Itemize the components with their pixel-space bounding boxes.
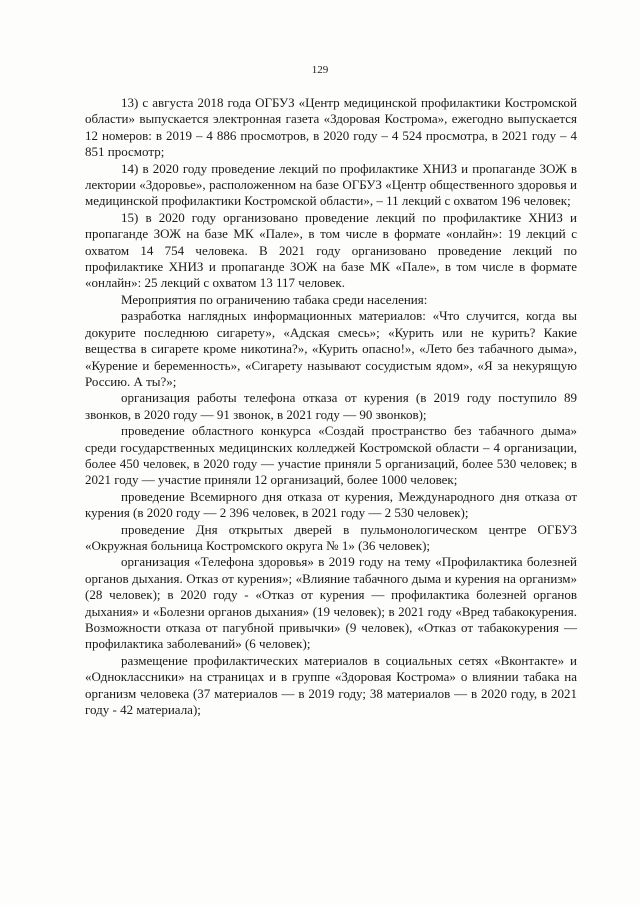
paragraph-quit-day: проведение Всемирного дня отказа от курения, Международного дня отказа от курения (в 2020 году — 2 396 человек, в 2021 году — 2 530 человек);	[85, 488, 577, 521]
paragraph-health-phone: организация «Телефона здоровья» в 2019 году на тему «Профилактика болезней органов дыхания. Отказ от курения»; «Влияние табачного дыма и курения на организм» (28 человек); в 2020 году - «Отказ от курения — профилактика болезней органов дыхания» и «Болезни органов дыхания» (19 человек); в 2021 году «Вред табакокурения. Возможности отказа от пагубной привычки» (9 человек), «Отказ от табакокурения — профилактика заболеваний» (6 человек);	[85, 554, 577, 652]
page-number: 129	[311, 64, 329, 76]
paragraph-materials: разработка наглядных информационных материалов: «Что случится, когда вы докурите последнюю сигарету», «Адская смесь»; «Курить или не курить? Какие вещества в сигарете кроме никотина?», «Курить опасно!», «Лето без табачного дыма», «Курение и беременность», «Сигарету называют сосудистым ядом», «Я за некурящую Россию. А ты?»;	[85, 308, 577, 389]
section-heading-tobacco: Мероприятия по ограничению табака среди населения:	[121, 291, 428, 307]
paragraph-contest: проведение областного конкурса «Создай пространство без табачного дыма» среди государственных медицинских колледжей Костромской области – 4 организации, более 450 человек, в 2020 году — участие приняли 5 организаций, более 530 человек; в 2021 году — участие приняли 12 организаций, более 1000 человек;	[85, 423, 577, 488]
paragraph-open-day: проведение Дня открытых дверей в пульмонологическом центре ОГБУЗ «Окружная больница Костромского округа № 1» (36 человек);	[85, 521, 577, 553]
paragraph-social-media: размещение профилактических материалов в социальных сетях «Вконтакте» и «Одноклассники» на страницах и в группе «Здоровая Кострома» о влиянии табака на организм человека (37 материалов — в 2019 году; 38 материалов — в 2020 году, в 2021 году - 42 материала);	[85, 652, 577, 718]
page-body	[85, 95, 577, 718]
paragraph-item-14: 14) в 2020 году проведение лекций по профилактике ХНИЗ и пропаганде ЗОЖ в лектории «Здоровье», расположенном на базе ОГБУЗ «Центр общественного здоровья и медицинской профилактики Костромской области», – 11 лекций с охватом 196 человек;	[85, 160, 577, 209]
paragraph-hotline: организация работы телефона отказа от курения (в 2019 году поступило 89 звонков, в 2020 году — 91 звонок, в 2021 году — 90 звонков);	[85, 390, 577, 422]
paragraph-item-15: 15) в 2020 году организовано проведение лекций по профилактике ХНИЗ и пропаганде ЗОЖ на базе МК «Пале», в том числе в формате «онлайн»: 19 лекций с охватом 14 754 человека. В 2021 году организовано проведение лекций по профилактике ХНИЗ и пропаганде ЗОЖ на базе МК «Пале», в том числе в формате «онлайн»: 25 лекций с охватом 13 117 человек.	[85, 209, 577, 291]
paragraph-item-13: 13) с августа 2018 года ОГБУЗ «Центр медицинской профилактики Костромской области» выпускается электронная газета «Здоровая Кострома», ежегодно выпускается 12 номеров: в 2019 – 4 886 просмотров, в 2020 году – 4 524 просмотра, в 2021 году – 4 851 просмотр;	[85, 95, 577, 160]
